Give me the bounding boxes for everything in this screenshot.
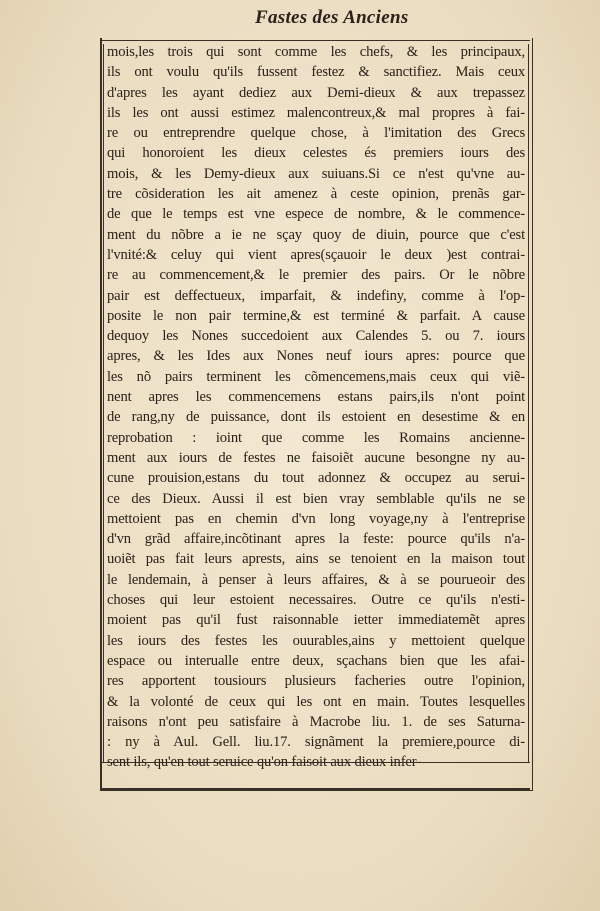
text-line: les iours des festes les ouurables,ains y mettoient quelque [107,632,525,649]
footer-rule [100,788,530,790]
text-line: dequoy les Nones succedoient aux Calendes 5. ou 7. iours [107,328,525,345]
text-line: de que le temps est vne espece de nombre, & le commence- [107,206,525,223]
text-line: mois,les trois qui sont comme les chefs, & les principaux, [107,44,525,60]
text-line: d'vn grãd affaire,incõtinant apres la feste: pource qu'ils n'a- [107,531,525,548]
text-line: mettoient pas en chemin d'vn long voyage,ny à l'entreprise [107,510,525,527]
text-line: : ny à Aul. Gell. liu.17. signãment la premiere,pource di- [107,734,525,751]
text-line: ils ont voulu qu'ils fussent festez & sanctifiez. Mais ceux [107,64,525,81]
running-title: Fastes des Anciens [255,7,409,28]
text-line: ils les ont aussi estimez malencontreux,& mal propres à fai- [107,104,525,121]
text-line: mois, & les Demy-dieux aux suiuans.Si ce n'est qu'vne au- [107,165,525,182]
text-line: choses qui leur estoient necessaires. Outre ce qu'ils n'esti- [107,592,525,609]
text-line: l'vnité:& celuy qui vient apres(sçauoir le deux )est contrai- [107,246,525,263]
text-line: res apportent tousiours plusieurs facheries outre l'opinion, [107,673,525,690]
text-line: & la volonté de ceux qui les ont en main. Toutes lesquelles [107,693,525,710]
text-line: pair est deffectueux, imparfait, & indefiny, comme à l'op- [107,287,525,304]
text-line: d'apres les ayant dediez aux Demi-dieux & aux trepassez [107,84,525,101]
text-line: moient pas qu'il fust raisonnable ietter immediatemẽt apres [107,612,525,629]
text-line: re au commencement,& le premier des pairs. Or le nõbre [107,267,525,284]
text-line: ment aux iours de festes ne faisoiẽt aucune besongne ny au- [107,449,525,466]
text-line: ment du nõbre a ie ne sçay quoy de diuin, pource que c'est [107,226,525,243]
text-line: cune prouision,estans du tout adonnez & occupez au serui- [107,470,525,487]
text-line: posite le non pair termine,& est terminé & parfait. A cause [107,307,525,324]
text-line: de rang,ny de puissance, dont ils estoient en desestime & en [107,409,525,426]
text-line: les nõ pairs terminent les cõmencemens,mais ceux qui viẽ- [107,368,525,385]
text-line: re ou entreprendre quelque chose, à l'imitation des Grecs [107,125,525,142]
text-line: raisons n'ont peu satisfaire à Macrobe liu. 1. de ses Saturna- [107,713,525,730]
text-line: apres, & les Ides aux Nones neuf iours apres: pource que [107,348,525,365]
text-line: espace ou interualle entre deux, sçachans bien que les afai- [107,652,525,669]
text-line: sent ils, qu'en tout seruice qu'on faisoit aux dieux infer- [107,754,421,771]
text-line: qui honoroient les dieux celestes és premiers iours des [107,145,525,162]
text-line: nent apres les commencemens estans pairs,ils n'ont point [107,389,525,406]
text-line: le lendemain, à penser à leurs affaires, & à se pourueoir des [107,571,525,588]
text-line: ce des Dieux. Aussi il est bien vray semblable qu'ils ne se [107,490,525,507]
text-line: tre cõsideration les ait amenez à ceste opinion, prenãs gar- [107,186,525,203]
bottom-rule [100,762,530,763]
text-line: uoiẽt pas fait leurs aprests, ains se tenoient en la maison tout [107,551,525,568]
text-line: reprobation : ioint que comme les Romains ancienne- [107,429,525,446]
body-text [107,42,525,773]
